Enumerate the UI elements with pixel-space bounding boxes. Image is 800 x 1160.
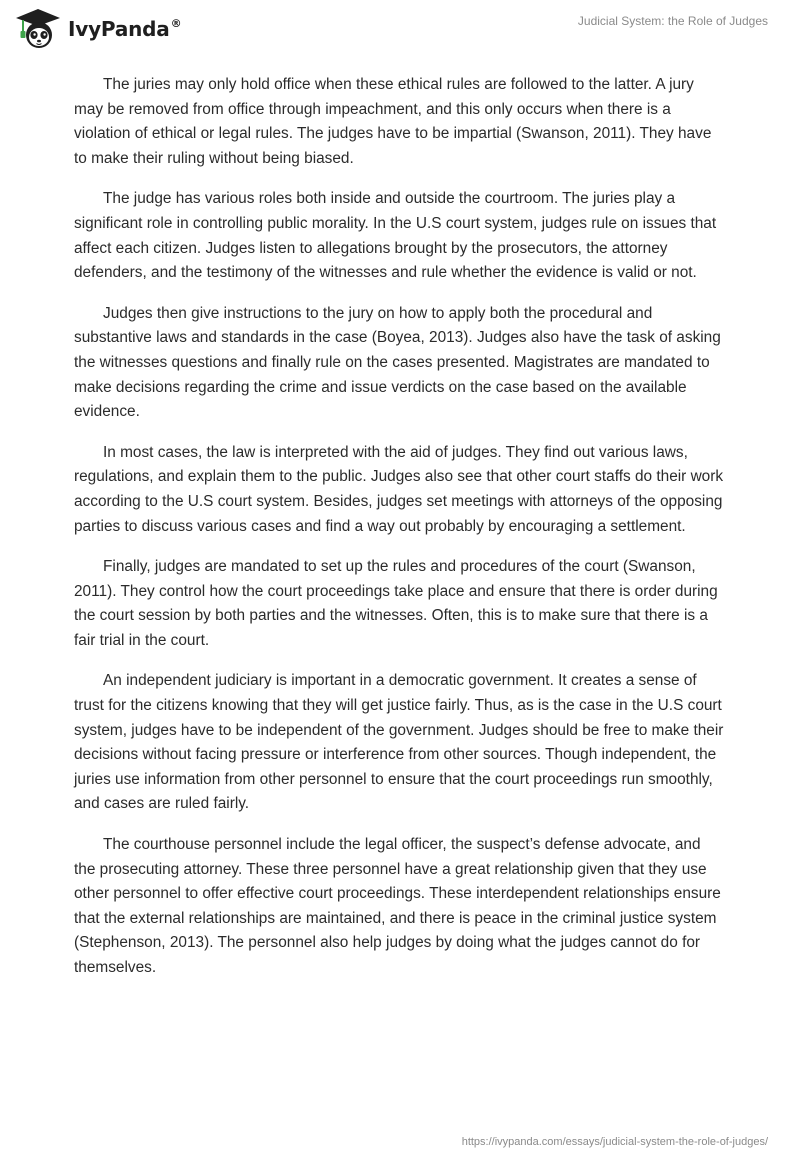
paragraph: The judge has various roles both inside and outside the courtroom. The juries play a significant role in controlling public morality. In the U.S court system, judges rule on issues that affect each citizen. Judges listen to allegations brought by the prosecutors, the attorney defenders, and the testimony of the witnesses and rule whether the evidence is valid or not. bbox=[74, 190, 717, 282]
page-header bbox=[0, 0, 800, 60]
running-title: Judicial System: the Role of Judges bbox=[577, 14, 768, 28]
ivypanda-logo[interactable] bbox=[14, 8, 181, 50]
paragraph: Finally, judges are mandated to set up the rules and procedures of the court (Swanson, 2011). They control how the court proceedings take place and ensure that there is order during the court session by both parties and the witnesses. Often, this is to make sure that there is a fair trial in the court. bbox=[74, 558, 718, 649]
source-url[interactable]: https://ivypanda.com/essays/judicial-system-the-role-of-judges/ bbox=[461, 1136, 768, 1148]
essay-body bbox=[74, 73, 726, 997]
paragraph: The courthouse personnel include the legal officer, the suspect’s defense advocate, and the prosecuting attorney. These three personnel have a great relationship given that they use other personnel to offer effective court proceedings. These interdependent relationships ensure that the external relationships are maintained, and there is peace in the criminal justice system (Stephenson, 2013). The personnel also help judges by doing what the judges cannot do for themselves. bbox=[74, 836, 721, 976]
paragraph: An independent judiciary is important in a democratic government. It creates a sense of trust for the citizens knowing that they will get justice fairly. Thus, as is the case in the U.S court system, judges have to be independent of the government. Judges should be free to make their decisions without facing pressure or interference from other sources. Though independent, the juries use information from other personnel to ensure that the court proceedings run smoothly, and cases are ruled fairly. bbox=[74, 672, 724, 813]
registered-mark: ® bbox=[170, 17, 182, 30]
brand-name bbox=[68, 17, 181, 41]
brand-name-text: IvyPanda bbox=[68, 17, 170, 41]
panda-graduate-icon bbox=[14, 8, 62, 50]
paragraph: The juries may only hold office when these ethical rules are followed to the latter. A jury may be removed from office through impeachment, and this only occurs when there is a violation of ethical or legal rules. The judges have to be impartial (Swanson, 2011). They have to make their ruling without being biased. bbox=[74, 76, 712, 167]
paragraph: Judges then give instructions to the jury on how to apply both the procedural and substantive laws and standards in the case (Boyea, 2013). Judges also have the task of asking the witnesses questions and finally rule on the cases presented. Magistrates are mandated to make decisions regarding the crime and issue verdicts on the case based on the available evidence. bbox=[74, 304, 721, 421]
paragraph: In most cases, the law is interpreted with the aid of judges. They find out various laws, regulations, and explain them to the public. Judges also see that other court staffs do their work according to the U.S court system. Besides, judges set meetings with attorneys of the opposing parties to discuss various cases and find a way out probably by encouraging a settlement. bbox=[74, 443, 724, 535]
